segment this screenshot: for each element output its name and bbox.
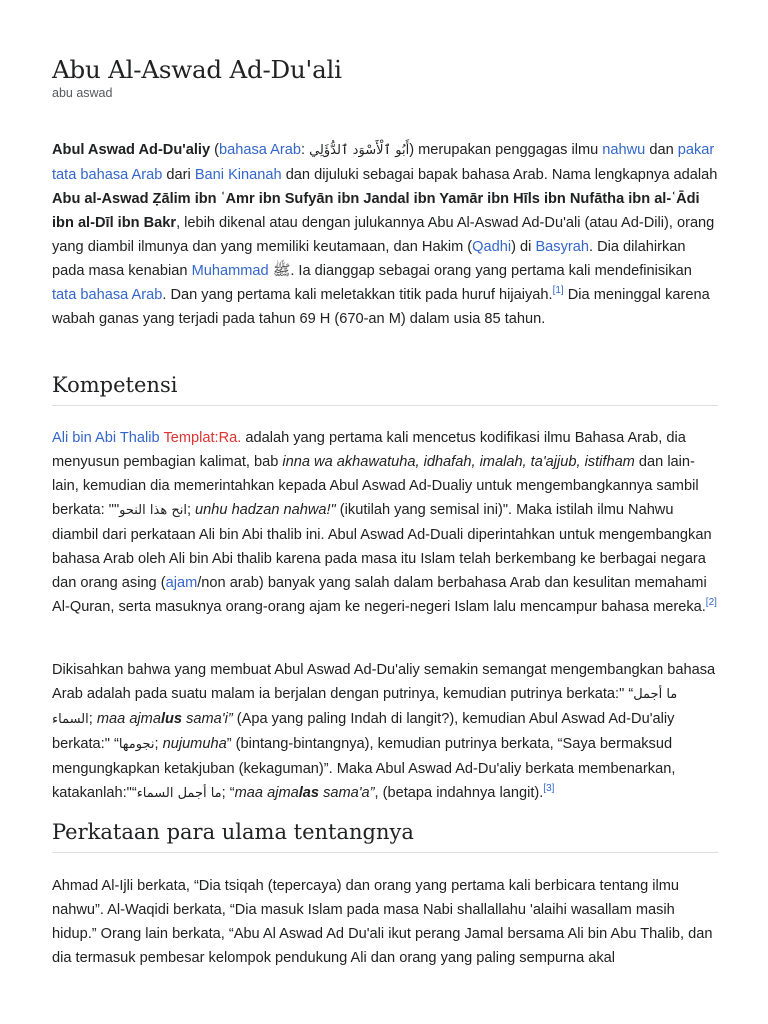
link-qadhi[interactable]: Qadhi [472,239,512,255]
link-muhammad[interactable]: Muhammad [191,263,269,279]
kisah-paragraph: Dikisahkan bahwa yang membuat Abul Aswad Ad-Du'aliy semakin semangat mengembangkan bahasa Arab adalah pada suatu malam ia berjalan dengan putrinya, kemudian putrinya berkata:" “ما أجمل السماء; maa ajmalus sama'i” (Apa yang paling Indah di langit?), kemudian Abul Aswad Ad-Du'aliy berkata:" “نجومها; nujumuha” (bintang-bintangnya), kemudian putrinya berkata, “Saya bermaksud mengungkapkan ketakjuban (kekaguman)”. Maka Abul Aswad Ad-Du'aliy berkata membenarkan, katakanlah:"“ما أجمل السماء; “maa ajmalas sama'a”, (betapa indahnya langit).[3] [52,662,716,801]
subject-name: Abul Aswad Ad-Du'aliy [52,142,211,158]
arabic-phrase: ما أجمل السماء [52,687,678,727]
link-ajam[interactable]: ajam [165,575,198,591]
arabic-phrase: انح هذا النحو [119,503,187,518]
link-ali-bin-abi-thalib[interactable]: Ali bin Abi Thalib [52,430,160,446]
link-basyrah[interactable]: Basyrah [535,239,589,255]
section-heading-perkataan: Perkataan para ulama tentangnya [52,820,718,853]
full-name: Abu al-Aswad Ẓālim ibn ʿAmr ibn Sufyān ibn Jandal ibn Yamār ibn Hīls ibn Nufātha ibn al-ʿĀdi ibn al-Dīl ibn Bakr [52,191,700,231]
link-bahasa-arab[interactable]: bahasa Arab [219,142,301,158]
arabic-phrase: نجومها [118,737,155,752]
kompetensi-paragraph: Ali bin Abi Thalib Templat:Ra. adalah yang pertama kali mencetus kodifikasi ilmu Bahasa Arab, dia menyusun pembagian kalimat, bab inna wa akhawatuha, idhafah, imalah, ta'ajjub, istifham dan lain-lain, kemudian dia memerintahkan kepada Abul Aswad Ad-Dualiy untuk mengembangkannya sambil berkata: ""انح هذا النحو; unhu hadzan nahwa!" (ikutilah yang semisal ini)". Maka istilah ilmu Nahwu diambil dari perkataan Ali bin Abi thalib ini. Abul Aswad Ad-Duali diperintahkan untuk mengembangkan bahasa Arab oleh Ali bin Abi thalib karena pada masa itu Islam telah berkembang ke berbagai negara dan orang asing (ajam/non arab) banyak yang salah dalam berbahasa Arab dan kesulitan memahami Al-Quran, serta masuknya orang-orang ajam ke negeri-negeri Islam lalu mencampur bahasa mereka.[2] [52,430,717,615]
link-pakar-tata-bahasa[interactable]: pakar tata bahasa Arab [52,142,715,183]
section-heading-kompetensi: Kompetensi [52,373,718,406]
link-nahwu[interactable]: nahwu [602,142,646,158]
intro-paragraph: Abul Aswad Ad-Du'aliy (bahasa Arab: أَبُو ٱلْأَسْوَد ٱلدُّؤَلِي) merupakan penggagas ilmu nahwu dan pakar tata bahasa Arab dari Bani Kinanah dan dijuluki sebagai bapak bahasa Arab. Nama lengkapnya adalah Abu al-Aswad Ẓālim ibn ʿAmr ibn Sufyān ibn Jandal ibn Yamār ibn Hīls ibn Nufātha ibn al-ʿĀdi ibn al-Dīl ibn Bakr, lebih dikenal atau dengan julukannya Abu Al-Aswad Ad-Du'ali (atau Ad-Dili), orang yang diambil ilmunya dan yang memiliki keutamaan, dan Hakim (Qadhi) di Basyrah. Dia dilahirkan pada masa kenabian Muhammad ﷺ. Ia dianggap sebagai orang yang pertama kali mendefinisikan tata bahasa Arab. Dan yang pertama kali meletakkan titik pada huruf hijaiyah.[1] Dia meninggal karena wabah ganas yang terjadi pada tahun 69 H (670-an M) dalam usia 85 tahun. [52,142,718,327]
link-templat-ra[interactable]: Templat:Ra. [163,430,242,446]
reference-2[interactable]: [2] [705,597,717,609]
arabic-name: أَبُو ٱلْأَسْوَد ٱلدُّؤَلِي [309,143,410,158]
reference-1[interactable]: [1] [552,285,564,297]
reference-3[interactable]: [3] [543,783,555,795]
perkataan-paragraph: Ahmad Al-Ijli berkata, “Dia tsiqah (tepercaya) dan orang yang pertama kali berbicara tentang ilmu nahwu”. Al-Waqidi berkata, “Dia masuk Islam pada masa Nabi shallallahu 'alaihi wasallam masih hidup.” Orang lain berkata, “Abu Al Aswad Ad Du'ali ikut perang Jamal bersama Ali bin Abu Thalib, dan dia termasuk pembesar kelompok pendukung Ali dan orang yang paling sempurna akal [52,878,713,966]
link-tata-bahasa-arab[interactable]: tata bahasa Arab [52,287,163,303]
link-bani-kinanah[interactable]: Bani Kinanah [194,167,282,183]
page-title: Abu Al-Aswad Ad-Du'ali [52,55,342,84]
page-subtitle: abu aswad [52,86,113,100]
arabic-phrase: ما أجمل السماء [136,786,222,801]
